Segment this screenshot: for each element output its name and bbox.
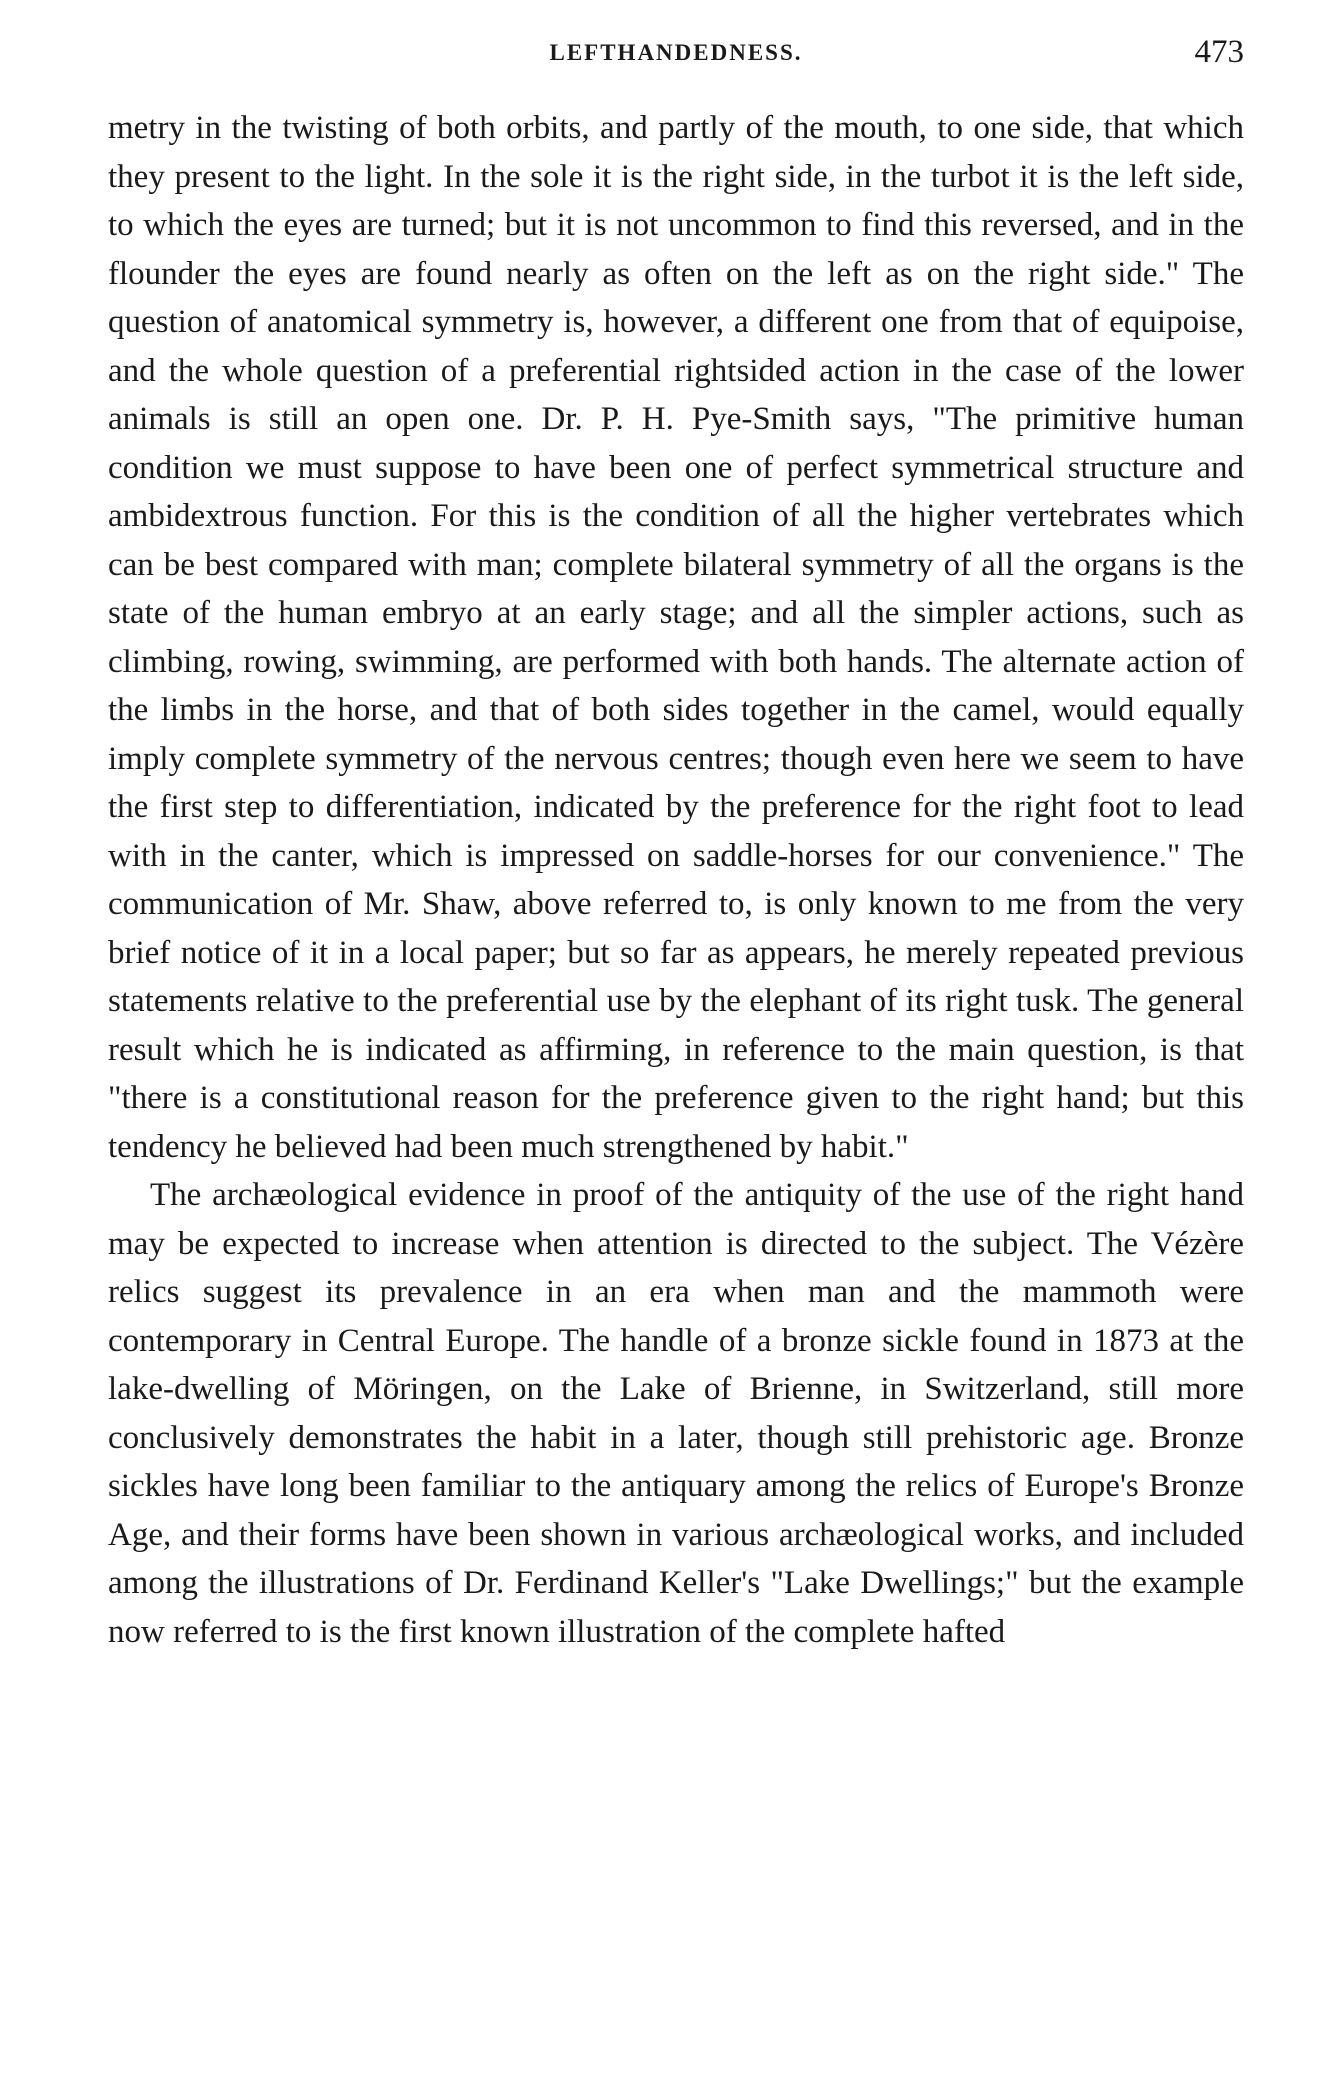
book-page [108,34,1244,1656]
body-text [108,104,1244,1656]
running-title: LEFTHANDEDNESS. [549,40,803,65]
page-number: 473 [1194,34,1244,70]
paragraph-continued: metry in the twisting of both orbits, and partly of the mouth, to one side, that which they present to the light. In the sole it is the right side, in the turbot it is the left side, to which the eyes are turned; but it is not uncommon to find this reversed, and in the flounder the eyes are found nearly as often on the left as on the right side." The question of anatomical symmetry is, however, a different one from that of equipoise, and the whole question of a preferential rightsided action in the case of the lower animals is still an open one. Dr. P. H. Pye-Smith says, "The primitive human condition we must suppose to have been one of perfect symmetrical structure and ambidextrous function. For this is the condition of all the higher vertebrates which can be best compared with man; complete bilateral symmetry of all the organs is the state of the human embryo at an early stage; and all the simpler actions, such as climbing, rowing, swimming, are performed with both hands. The alternate action of the limbs in the horse, and that of both sides together in the camel, would equally imply complete symmetry of the nervous centres; though even here we seem to have the first step to differentiation, indicated by the preference for the right foot to lead with in the canter, which is impressed on saddle-horses for our convenience." The communication of Mr. Shaw, above referred to, is only known to me from the very brief notice of it in a local paper; but so far as appears, he merely repeated previous statements relative to the preferential use by the elephant of its right tusk. The general result which he is indicated as affirming, in reference to the main question, is that "there is a constitutional reason for the preference given to the right hand; but this tendency he believed had been much strengthened by habit." [108,110,1244,1165]
paragraph-archaeological-evidence: The archæological evidence in proof of the antiquity of the use of the right hand may be expected to increase when attention is directed to the subject. The Vézère relics suggest its prevalence in an era when man and the mammoth were contemporary in Central Europe. The handle of a bronze sickle found in 1873 at the lake-dwelling of Möringen, on the Lake of Brienne, in Switzerland, still more conclusively demonstrates the habit in a later, though still prehistoric age. Bronze sickles have long been familiar to the antiquary among the relics of Europe's Bronze Age, and their forms have been shown in various archæological works, and included among the illustrations of Dr. Ferdinand Keller's "Lake Dwellings;" but the example now referred to is the first known illustration of the complete hafted [108,1177,1244,1650]
running-header [108,34,1244,82]
